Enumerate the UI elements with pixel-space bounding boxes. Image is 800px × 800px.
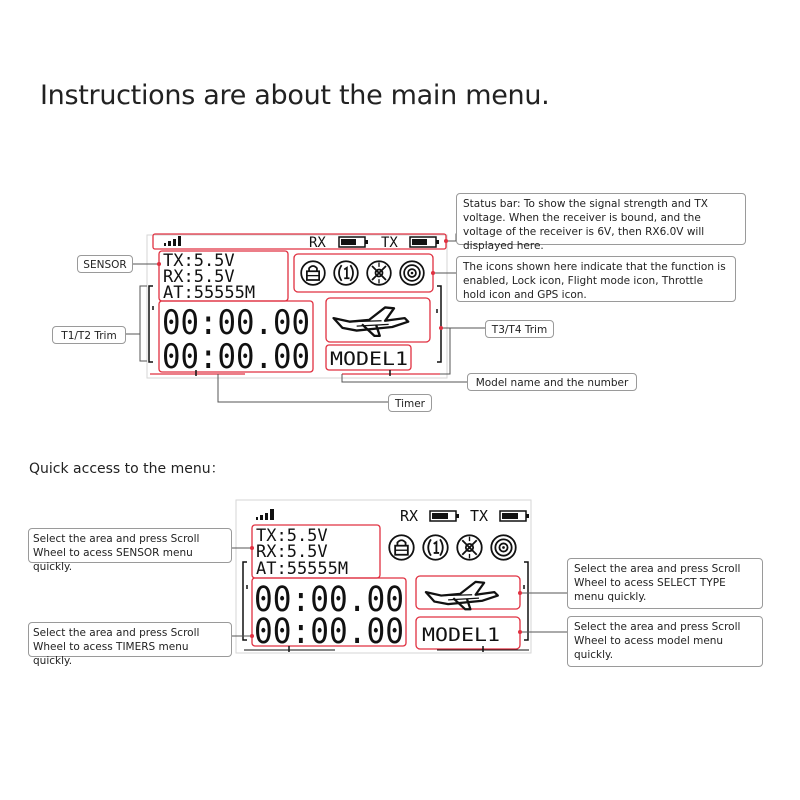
function-icons-callout: The icons shown here indicate that the function is enabled, Lock icon, Flight mode icon, Throttle hold icon and GPS icon.	[456, 256, 736, 302]
tx-voltage: TX:5.5V	[163, 251, 235, 271]
t3-t4-trim-bracket	[524, 562, 528, 640]
altitude: AT:55555M	[163, 283, 256, 303]
model-name: MODEL1	[330, 348, 408, 370]
sensor-quick-access-callout: Select the area and press Scroll Wheel to acess SENSOR menu quickly.	[28, 528, 232, 563]
battery-icon	[430, 511, 459, 521]
model-name: MODEL1	[422, 624, 500, 646]
tx-label: TX	[470, 507, 489, 525]
select-type-quick-access-callout: Select the area and press Scroll Wheel to acess SELECT TYPE menu quickly.	[567, 558, 763, 609]
timer-2: 00:00.00	[162, 337, 310, 377]
throttle-hold-icon	[367, 261, 391, 285]
lock-icon	[301, 261, 325, 285]
t1-t2-trim-bracket	[149, 286, 153, 362]
t3-t4-trim-bracket	[437, 286, 441, 362]
gps-icon	[491, 535, 515, 559]
timer-2: 00:00.00	[254, 612, 404, 652]
tx-voltage: TX:5.5V	[256, 526, 328, 546]
model-name-callout: Model name and the number	[467, 373, 637, 391]
sensor-callout: SENSOR	[77, 255, 133, 273]
status-bar-highlight	[153, 234, 446, 249]
t1-t2-trim-callout: T1/T2 Trim	[52, 326, 126, 344]
timer-callout: Timer	[388, 394, 432, 412]
gps-icon	[400, 261, 424, 285]
altitude: AT:55555M	[256, 559, 349, 579]
signal-strength-icon	[256, 509, 274, 520]
battery-icon	[500, 511, 529, 521]
main-menu-screen	[147, 234, 447, 378]
rx-voltage: RX:5.5V	[163, 267, 235, 287]
flight-mode-icon	[334, 261, 358, 285]
timers-quick-access-callout: Select the area and press Scroll Wheel to acess TIMERS menu quickly.	[28, 622, 232, 657]
rx-label: RX	[400, 507, 419, 525]
t1-t2-trim-bracket	[243, 562, 247, 640]
timer-1: 00:00.00	[254, 580, 404, 620]
quick-access-screen	[236, 500, 531, 653]
rx-label: RX	[309, 235, 326, 251]
battery-icon	[410, 237, 439, 247]
rx-voltage: RX:5.5V	[256, 542, 328, 562]
airplane-icon	[426, 582, 498, 609]
flight-mode-icon	[423, 535, 447, 559]
tx-label: TX	[381, 235, 398, 251]
airplane-icon	[334, 307, 409, 335]
timer-1: 00:00.00	[162, 303, 310, 343]
signal-strength-icon	[164, 236, 181, 246]
battery-icon	[339, 237, 368, 247]
throttle-hold-icon	[457, 535, 481, 559]
model-quick-access-callout: Select the area and press Scroll Wheel to acess model menu quickly.	[567, 616, 763, 667]
status-bar-callout: Status bar: To show the signal strength and TX voltage. When the receiver is bound, and the voltage of the receiver is 6V, then RX6.0V will displayed here.	[456, 193, 746, 245]
lock-icon	[389, 535, 413, 559]
quick-access-heading: Quick access to the menu：	[29, 461, 225, 477]
t3-t4-trim-callout: T3/T4 Trim	[485, 320, 554, 338]
page-heading: Instructions are about the main menu.	[40, 80, 550, 111]
